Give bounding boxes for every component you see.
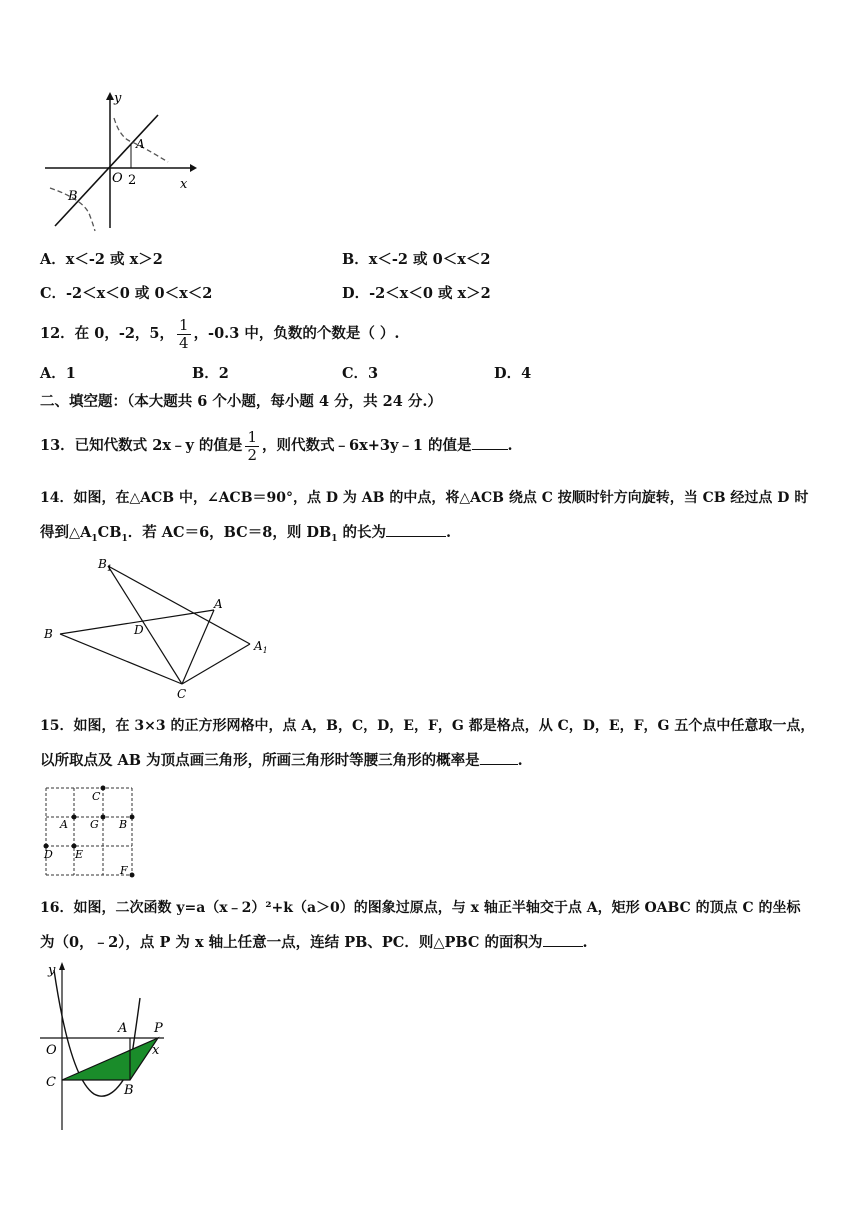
q14-text-c: ．若 AC＝6，BC＝8，则 DB xyxy=(127,524,332,541)
q11-option-a: A．x＜-2 或 x＞2 xyxy=(40,251,163,268)
q13-suffix: ，则代数式﹣6x+3y﹣1 的值是 xyxy=(261,437,472,454)
q12-frac-den: 4 xyxy=(179,333,189,352)
tick-label: 2 xyxy=(128,173,137,188)
q12-stem xyxy=(40,314,399,354)
q12-option-c: C．3 xyxy=(342,365,379,382)
q12-fraction xyxy=(177,317,191,352)
q13-stem xyxy=(40,426,513,466)
q11-option-d: D．-2＜x＜0 或 x＞2 xyxy=(342,285,491,302)
segment-a1c xyxy=(182,644,250,684)
line-graph xyxy=(55,115,158,226)
q13-prefix: 13．已知代数式 2x﹣y 的值是 xyxy=(40,437,243,454)
label-a: A xyxy=(118,1021,128,1036)
label-b: B xyxy=(119,818,128,831)
point-b-label: B xyxy=(68,189,78,204)
q14-text-a: 得到△A xyxy=(40,524,92,541)
q14-sub-2: 1 xyxy=(121,533,128,544)
q12-suffix: ，-0.3 中，负数的个数是（ ）. xyxy=(193,325,400,342)
label-b: B xyxy=(124,1083,134,1098)
q14-line-1: 14．如图，在△ACB 中，∠ACB＝90°，点 D 为 AB 的中点，将△ACB 绕点 C 按顺时针方向旋转，当 CB 经过点 D 时 xyxy=(40,490,809,506)
point-f xyxy=(130,873,135,878)
label-c: C xyxy=(46,1075,56,1090)
q14-sub-3: 1 xyxy=(331,533,338,544)
q15-text: 以所取点及 AB 为顶点画三角形，所画三角形时等腰三角形的概率是 xyxy=(40,752,480,769)
y-label: y xyxy=(48,963,56,978)
q16-answer-blank[interactable] xyxy=(543,932,583,947)
x-axis-arrow xyxy=(190,164,197,172)
q16-text: 为（0，﹣2），点 P 为 x 轴上任意一点，连结 PB、PC．则△PBC 的面积为 xyxy=(40,934,543,951)
label-p: P xyxy=(154,1021,163,1036)
q15-line-1: 15．如图，在 3×3 的正方形网格中，点 A，B，C，D，E，F，G 都是格点，从 C，D，E，F，G 五个点中任意取一点， xyxy=(40,718,815,734)
label-f: F xyxy=(120,864,128,877)
x-label: x xyxy=(152,1043,160,1058)
label-d: D xyxy=(134,623,144,637)
section-2-title: 二、填空题：（本大题共 6 个小题，每小题 4 分，共 24 分.） xyxy=(40,393,442,410)
label-a: A xyxy=(214,597,223,611)
q15-grid xyxy=(36,782,146,882)
point-a-label: A xyxy=(136,137,145,151)
q11-option-b: B．x＜-2 或 0＜x＜2 xyxy=(342,251,491,268)
q12-option-b: B．2 xyxy=(192,365,229,382)
origin-label: O xyxy=(112,171,123,186)
q14-line-2 xyxy=(40,522,451,549)
q11-graph xyxy=(40,88,200,233)
label-e: E xyxy=(75,848,84,861)
q16-line-2 xyxy=(40,932,588,953)
q14-answer-blank[interactable] xyxy=(386,522,446,537)
y-axis-arrow xyxy=(106,92,114,100)
label-b1: $B_1$ xyxy=(98,557,112,573)
y-axis-arrow xyxy=(59,962,65,970)
x-label: x xyxy=(180,177,188,192)
q13-frac-num: 1 xyxy=(247,427,257,446)
point-c xyxy=(101,786,106,791)
label-a1: $A_1$ xyxy=(254,639,268,655)
q13-frac-den: 2 xyxy=(247,445,257,464)
q12-frac-num: 1 xyxy=(179,315,189,334)
q12-prefix: 12．在 0，-2，5， xyxy=(40,325,175,342)
q15-answer-blank[interactable] xyxy=(480,750,518,765)
q14-text-d: 的长为 xyxy=(337,524,387,541)
q14-figure xyxy=(36,552,276,704)
q11-option-c: C．-2＜x＜0 或 0＜x＜2 xyxy=(40,285,213,302)
q12-option-a: A．1 xyxy=(40,365,76,382)
q16-graph xyxy=(36,958,176,1138)
q14-end: . xyxy=(446,524,452,541)
label-b: B xyxy=(44,627,53,641)
q13-fraction xyxy=(245,429,259,464)
point-a xyxy=(72,815,77,820)
point-g xyxy=(101,815,106,820)
q15-end: . xyxy=(517,752,523,769)
grid-lines xyxy=(46,788,132,875)
y-label: y xyxy=(114,91,122,106)
point-b xyxy=(130,815,135,820)
label-d: D xyxy=(44,848,53,861)
label-c: C xyxy=(177,687,187,701)
segment-bc xyxy=(60,634,182,684)
segment-b1a1 xyxy=(108,566,250,644)
q13-end: . xyxy=(507,437,513,454)
q16-end: . xyxy=(582,934,588,951)
triangle-pbc xyxy=(62,1038,158,1080)
label-g: G xyxy=(90,818,99,831)
label-a: A xyxy=(60,818,68,831)
origin-label: O xyxy=(46,1043,57,1058)
q13-answer-blank[interactable] xyxy=(472,435,508,450)
q16-line-1: 16．如图，二次函数 y=a（x﹣2）²+k（a＞0）的图象过原点，与 x 轴正半轴交于点 A，矩形 OABC 的顶点 C 的坐标 xyxy=(40,900,801,916)
q14-text-b: CB xyxy=(97,524,122,541)
q15-line-2 xyxy=(40,750,523,771)
label-c: C xyxy=(92,790,101,803)
q14-sub-1: 1 xyxy=(91,533,98,544)
q12-option-d: D．4 xyxy=(494,365,532,382)
